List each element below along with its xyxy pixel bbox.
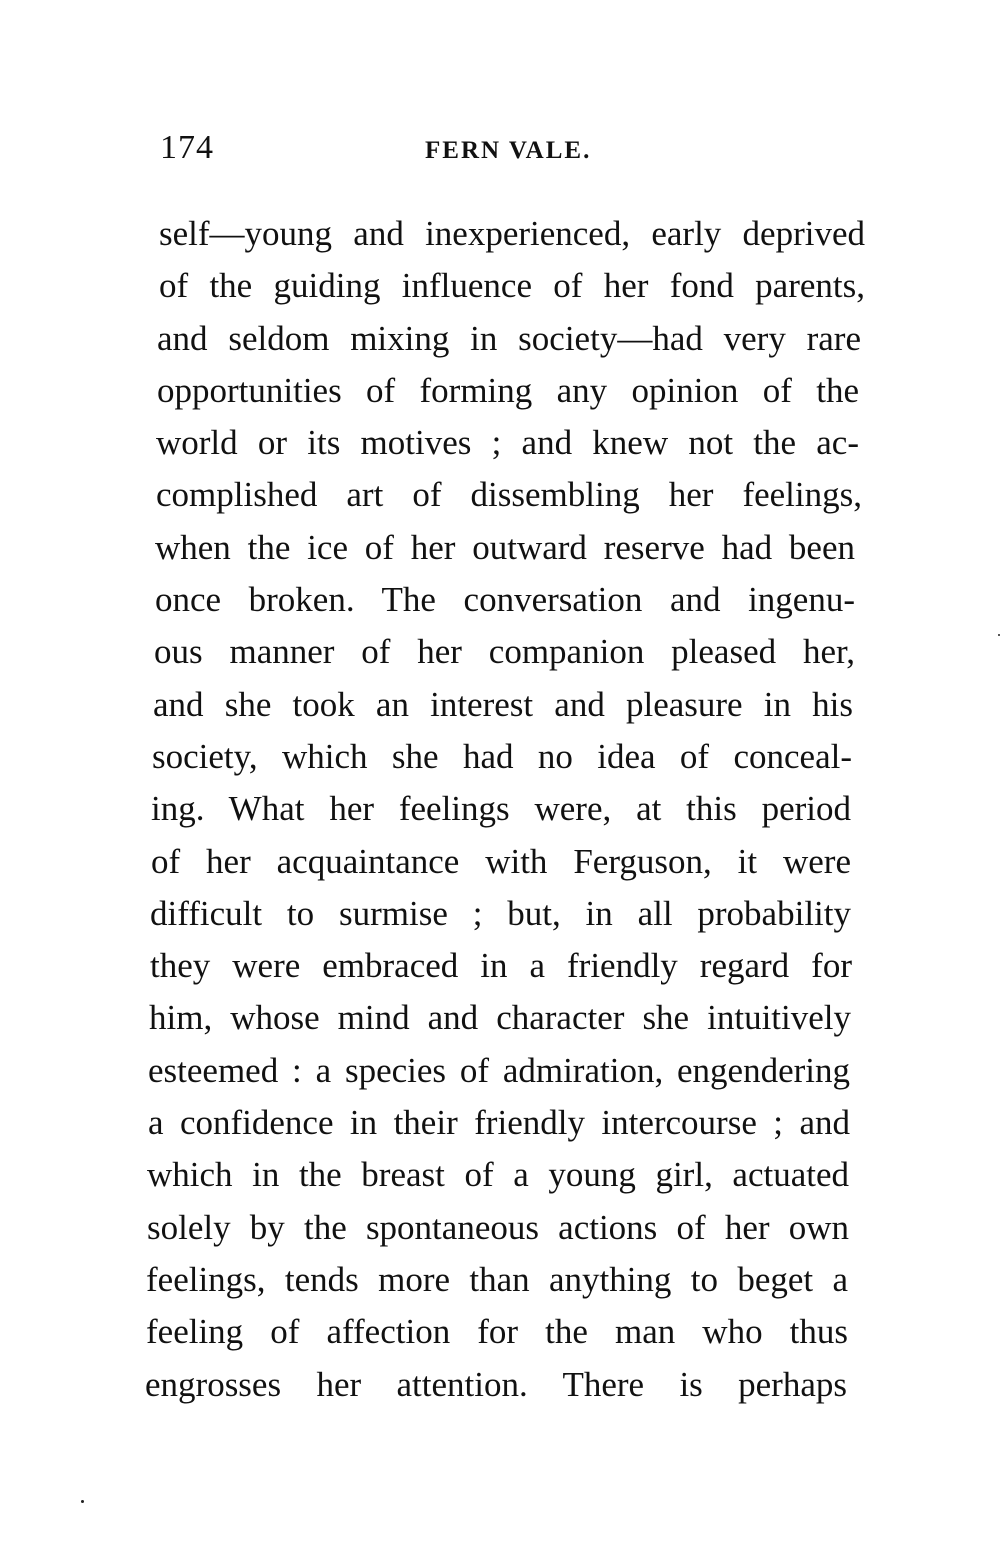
text-line: ous manner of her companion pleased her, [154, 632, 855, 672]
text-line: feeling of affection for the man who thus [146, 1312, 848, 1352]
running-title: FERN VALE. [425, 137, 592, 164]
text-line: world or its motives ; and knew not the ac- [156, 423, 859, 463]
text-line: difficult to surmise ; but, in all probability [150, 893, 851, 933]
text-line: him, whose mind and character she intuitively [149, 998, 851, 1038]
text-line: feelings, tends more than anything to beget a [146, 1259, 848, 1299]
text-line: and she took an interest and pleasure in his [153, 684, 853, 724]
text-line: society, which she had no idea of conceal- [152, 736, 852, 776]
text-line: a confidence in their friendly intercourse ; and [148, 1103, 850, 1143]
text-line: opportunities of forming any opinion of the [157, 370, 859, 410]
text-line: they were embraced in a friendly regard for [150, 946, 852, 986]
text-line: self—young and inexperienced, early deprived [159, 214, 865, 253]
paper-speck [81, 1500, 84, 1503]
text-line: ing. What her feelings were, at this period [151, 789, 851, 829]
text-line: which in the breast of a young girl, actuated [147, 1155, 849, 1195]
text-line: when the ice of her outward reserve had been [155, 527, 855, 567]
page-number: 174 [160, 129, 214, 166]
body-text [145, 208, 865, 1411]
text-line: of her acquaintance with Ferguson, it were [151, 841, 851, 881]
text-line: solely by the spontaneous actions of her own [147, 1207, 849, 1247]
text-line: engrosses her attention. There is perhaps [145, 1364, 847, 1404]
text-line: and seldom mixing in society—had very rare [157, 318, 861, 358]
text-line: esteemed : a species of admiration, engendering [148, 1050, 850, 1090]
text-line: once broken. The conversation and ingenu- [155, 580, 855, 620]
text-line: of the guiding influence of her fond parents, [159, 266, 865, 306]
text-line: complished art of dissembling her feelings, [156, 475, 862, 515]
